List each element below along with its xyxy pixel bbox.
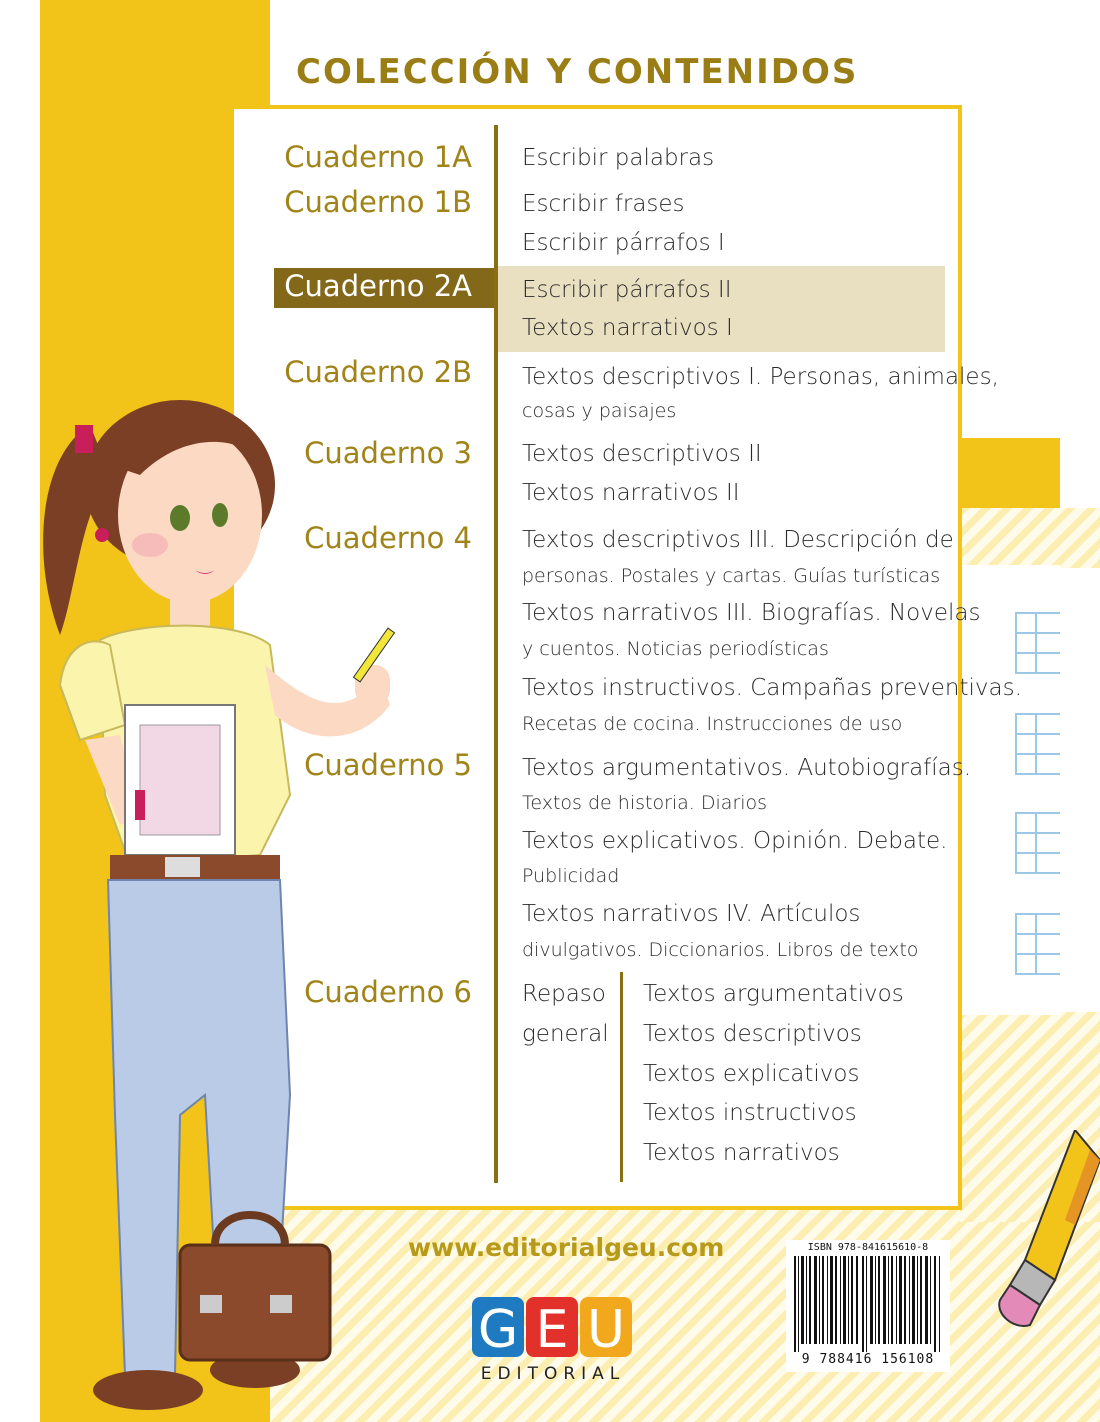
entry-text: Textos narrativos II [522,480,740,506]
pencil-icon [995,1130,1100,1330]
entry-text: Textos descriptivos II [522,441,762,467]
entry-text: Textos explicativos [643,1061,860,1087]
entry-text: Publicidad [522,865,620,887]
entry-text: Textos descriptivos III. Descripción de [522,527,954,553]
entry-text: personas. Postales y cartas. Guías turísticas [522,565,941,587]
svg-text:G: G [477,1300,519,1360]
entry-text: Textos descriptivos I. Personas, animales, [522,364,999,390]
repaso-divider [620,972,623,1182]
entry-text: Textos instructivos [643,1100,857,1126]
column-divider [494,125,498,1183]
isbn-text: ISBN 978-841615610-8 [807,1242,929,1253]
label-cuaderno-5: Cuaderno 5 [304,748,472,782]
label-cuaderno-2b: Cuaderno 2B [284,355,472,389]
grid-box [1015,812,1060,874]
entry-text: Textos instructivos. Campañas preventivas. [522,675,1022,701]
entry-text: Escribir párrafos I [522,230,725,256]
entry-text: Recetas de cocina. Instrucciones de uso [522,713,903,735]
entry-text: cosas y paisajes [522,400,677,422]
barcode-digits: 9 788416 156108 [801,1352,935,1367]
grid-box [1015,612,1060,674]
svg-text:EDITORIAL: EDITORIAL [480,1364,626,1383]
entry-text: Escribir párrafos II [522,277,732,303]
entry-text: Textos narrativos III. Biografías. Novelas [522,600,981,626]
geu-logo [470,1295,636,1383]
repaso-label: general [522,1021,609,1047]
svg-text:E: E [535,1300,569,1360]
grid-box [1015,913,1060,975]
yellow-band-right [960,438,1060,508]
label-cuaderno-3: Cuaderno 3 [304,436,472,470]
entry-text: y cuentos. Noticias periodísticas [522,638,829,660]
entry-text: Textos narrativos I [522,315,733,341]
entry-text: Escribir palabras [522,145,715,171]
label-cuaderno-4: Cuaderno 4 [304,521,472,555]
label-cuaderno-1b: Cuaderno 1B [284,185,472,219]
barcode [786,1240,950,1372]
label-cuaderno-6: Cuaderno 6 [304,975,472,1009]
entry-text: Textos descriptivos [643,1021,862,1047]
repaso-label: Repaso [522,981,606,1007]
entry-text: Textos narrativos [643,1140,840,1166]
entry-text: Textos narrativos IV. Artículos [522,901,861,927]
svg-text:U: U [586,1300,626,1360]
label-cuaderno-2a: Cuaderno 2A [284,269,472,303]
entry-text: Escribir frases [522,191,685,217]
label-cuaderno-1a: Cuaderno 1A [284,140,472,174]
teacher-illustration-icon [30,395,450,1422]
website-url: www.editorialgeu.com [408,1233,725,1262]
entry-text: Textos de historia. Diarios [522,792,768,814]
entry-text: divulgativos. Diccionarios. Libros de texto [522,939,919,961]
page-title: COLECCIÓN Y CONTENIDOS [296,52,859,92]
entry-text: Textos argumentativos [643,981,904,1007]
entry-text: Textos explicativos. Opinión. Debate. [522,828,948,854]
barcode-bars-icon [792,1256,944,1352]
entry-text: Textos argumentativos. Autobiografías. [522,755,972,781]
striped-background-right-top [960,508,1100,568]
grid-box [1015,713,1060,775]
